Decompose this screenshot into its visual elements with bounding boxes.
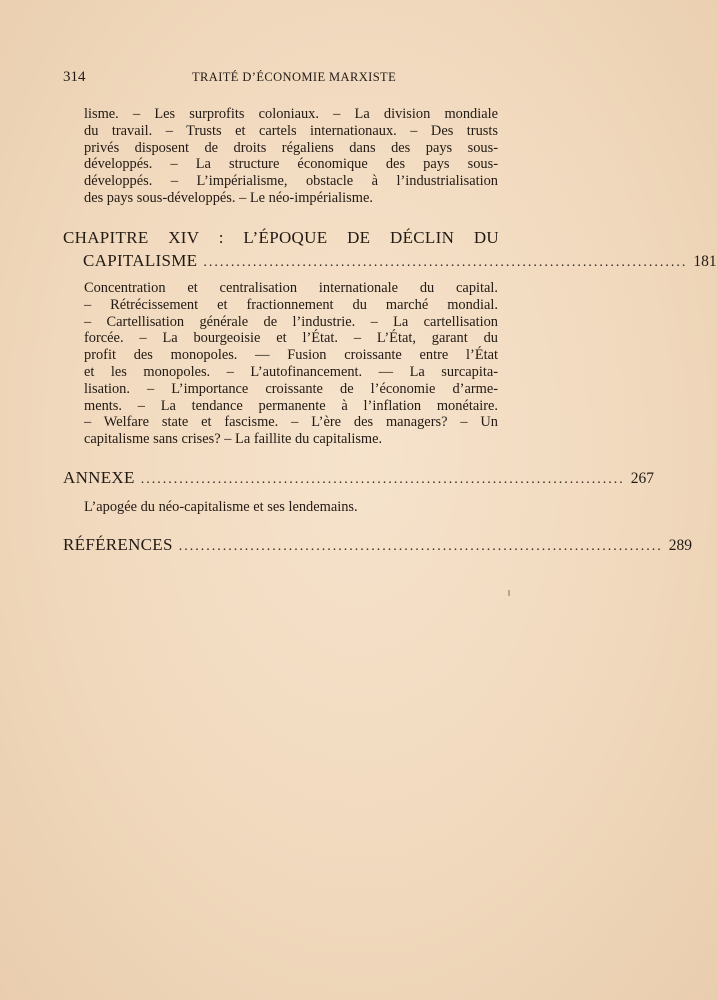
toc-entry-annexe	[63, 466, 654, 489]
dot-leader: ........................................................................................	[178, 539, 663, 554]
summary-line: L’apogée du néo-capitalisme et ses lendemains.	[84, 499, 358, 515]
summary-line: – Welfare state et fascisme. – L’ère des managers? – Un	[84, 414, 498, 431]
dot-leader: ........................................................................................	[203, 255, 688, 270]
summary-line: capitalisme sans crises? – La faillite du capitalisme.	[84, 431, 383, 448]
chapter-xiv-summary	[84, 280, 498, 448]
summary-line: développés. – L’impérialisme, obstacle à l’industrialisation	[84, 173, 498, 190]
summary-line: du travail. – Trusts et cartels internationaux. – Des trusts	[84, 122, 498, 139]
summary-line: développés. – La structure économique des pays sous-	[84, 156, 498, 173]
toc-page-number: 181	[693, 253, 717, 270]
summary-line: – Rétrécissement et fractionnement du marché mondial.	[84, 296, 498, 313]
toc-entry-chapter-xiv	[63, 226, 717, 272]
summary-line: lisation. – L’importance croissante de l’économie d’arme-	[84, 380, 498, 397]
summary-line: profit des monopoles. — Fusion croissante entre l’État	[84, 347, 498, 364]
summary-line: Concentration et centralisation internationale du capital.	[84, 280, 498, 296]
summary-line: – Cartellisation générale de l’industrie. – La cartellisation	[84, 313, 498, 330]
annexe-title: ANNEXE	[63, 468, 135, 487]
toc-row	[63, 533, 692, 556]
toc-entry-references	[63, 533, 692, 556]
chapter-title-line: CHAPITRE XIV : L’ÉPOQUE DE DÉCLIN DU	[63, 228, 499, 247]
chapter-title-line: CAPITALISME	[83, 251, 198, 270]
toc-row	[63, 466, 654, 489]
summary-line: forcée. – La bourgeoisie et l’État. – L’État, garant du	[84, 330, 498, 347]
summary-line: et les monopoles. – L’autofinancement. — La surcapita-	[84, 363, 498, 380]
annexe-summary	[84, 499, 498, 516]
summary-line: lisme. – Les surprofits coloniaux. – La division mondiale	[84, 106, 498, 122]
toc-row	[63, 249, 717, 272]
toc-page-number: 267	[630, 470, 654, 487]
references-title: RÉFÉRENCES	[63, 535, 173, 554]
page-number: 314	[63, 69, 86, 85]
paper-speck	[508, 590, 510, 596]
running-title: TRAITÉ D’ÉCONOMIE MARXISTE	[192, 70, 397, 84]
summary-line: privés disposent de droits régaliens dans des pays sous-	[84, 139, 498, 156]
dot-leader: ........................................................................................	[140, 472, 625, 487]
previous-chapter-summary	[84, 106, 498, 207]
summary-line: des pays sous-développés. – Le néo-impérialisme.	[84, 189, 373, 206]
summary-line: ments. – La tendance permanente à l’inflation monétaire.	[84, 397, 498, 414]
running-head	[63, 69, 515, 89]
toc-page-number: 289	[668, 537, 692, 554]
